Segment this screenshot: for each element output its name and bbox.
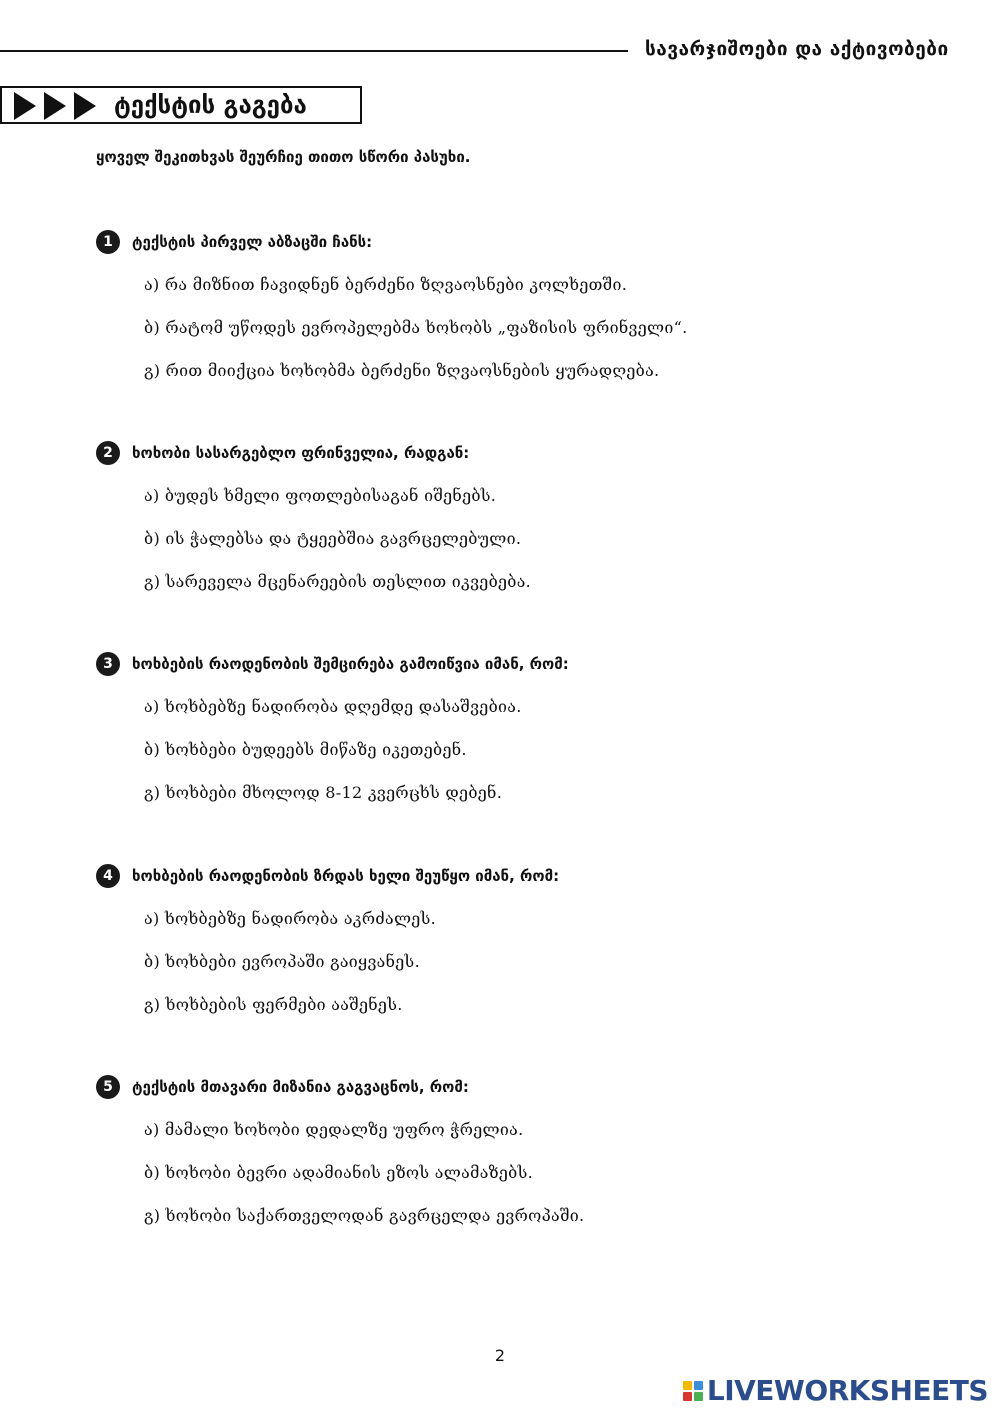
answer-option[interactable]: გ) ხოხბები მხოლოდ 8-12 კვერცხს დებენ. [144, 783, 503, 802]
answer-option[interactable]: ბ) ხოხბები ბუდეებს მიწაზე იკეთებენ. [144, 740, 467, 759]
answer-option[interactable]: ბ) რატომ უწოდეს ევროპელებმა ხოხობს „ფაზისის ფრინველი“. [144, 318, 688, 337]
header-title: სავარჯიშოები და აქტივობები [645, 38, 949, 60]
question-number-badge: 1 [96, 230, 120, 254]
question-number-badge: 2 [96, 441, 120, 465]
answer-option[interactable]: ა) რა მიზნით ჩავიდნენ ბერძენი ზღვაოსნები კოლხეთში. [144, 275, 628, 294]
answer-option[interactable]: ა) მამალი ხოხობი დედალზე უფრო ჭრელია. [144, 1120, 524, 1139]
answer-option[interactable]: გ) ხოხობი საქართველოდან გავრცელდა ევროპაში. [144, 1206, 585, 1225]
page-number: 2 [494, 1346, 506, 1365]
liveworksheets-logo [683, 1374, 988, 1407]
answer-option[interactable]: ბ) ხოხობი ბევრი ადამიანის ეზოს ალამაზებს. [144, 1163, 533, 1182]
answer-option[interactable]: ბ) ხოხბები ევროპაში გაიყვანეს. [144, 952, 420, 971]
question-text: ხოხბების რაოდენობის შემცირება გამოიწვია იმან, რომ: [132, 655, 569, 673]
triple-arrow-icon [14, 92, 104, 120]
answer-option[interactable]: ა) ხოხბებზე ნადირობა აკრძალეს. [144, 909, 436, 928]
answer-option[interactable]: გ) რით მიიქცია ხოხობმა ბერძენი ზღვაოსნების ყურადღება. [144, 361, 660, 380]
question-number-badge: 3 [96, 652, 120, 676]
question-2 [96, 439, 976, 610]
question-number-badge: 4 [96, 864, 120, 888]
question-4 [96, 862, 976, 1033]
instruction-text: ყოველ შეკითხვას შეურჩიე თითო სწორი პასუხი. [96, 148, 471, 166]
question-text: ტექსტის პირველ აბზაცში ჩანს: [132, 233, 373, 251]
answer-option[interactable]: ა) ხოხბებზე ნადირობა დღემდე დასაშვებია. [144, 697, 522, 716]
question-text: ხოხბების რაოდენობის ზრდას ხელი შეუწყო იმან, რომ: [132, 867, 560, 885]
question-5 [96, 1073, 976, 1244]
answer-option[interactable]: გ) ხოხბების ფერმები ააშენეს. [144, 995, 403, 1014]
answer-option[interactable]: გ) სარეველა მცენარეების თესლით იკვებება. [144, 572, 532, 591]
question-text: ხოხობი სასარგებლო ფრინველია, რადგან: [132, 444, 470, 462]
question-number-badge: 5 [96, 1075, 120, 1099]
header-rule [0, 50, 628, 52]
question-1 [96, 228, 976, 399]
question-3 [96, 650, 976, 821]
section-title: ტექსტის გაგება [114, 91, 307, 119]
logo-text: LIVEWORKSHEETS [706, 1374, 988, 1407]
answer-option[interactable]: ა) ბუდეს ხმელი ფოთლებისაგან იშენებს. [144, 486, 497, 505]
answer-option[interactable]: ბ) ის ჭალებსა და ტყეებშია გავრცელებული. [144, 529, 522, 548]
logo-squares-icon [683, 1381, 703, 1401]
question-text: ტექსტის მთავარი მიზანია გაგვაცნოს, რომ: [132, 1078, 469, 1096]
